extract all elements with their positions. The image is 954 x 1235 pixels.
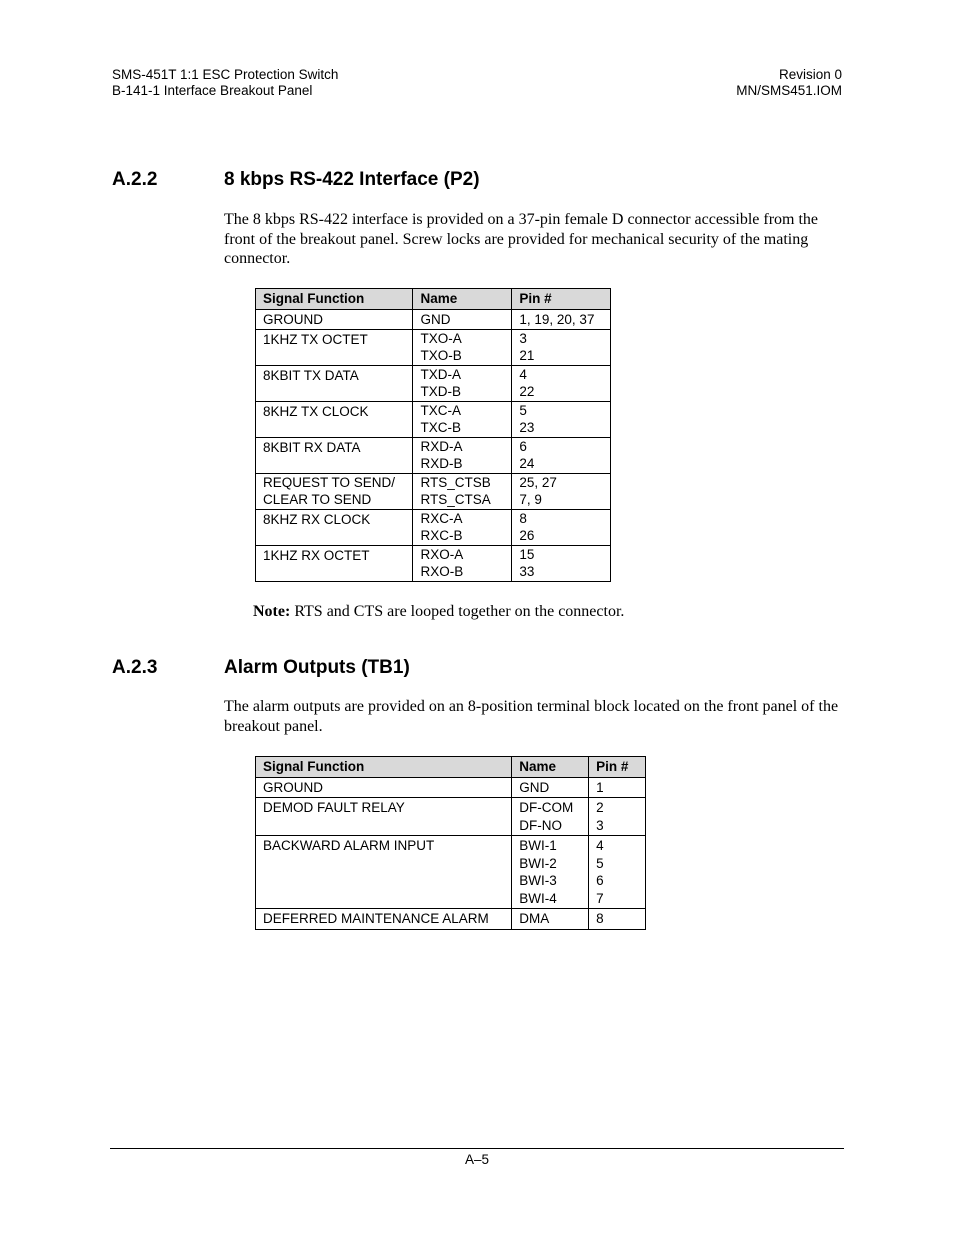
pin-number-line: 4 (519, 367, 527, 382)
column-header: Pin # (589, 757, 646, 778)
signal-name-line: GND (519, 779, 550, 795)
column-header: Name (413, 289, 512, 310)
pin-number-line: 3 (596, 817, 604, 833)
signal-function-line: 1KHZ RX OCTET (263, 548, 370, 563)
signal-name-line: RXD-A (420, 439, 463, 454)
pin-number-line: 7, 9 (519, 491, 542, 507)
header-doc-title: SMS-451T 1:1 ESC Protection Switch (112, 67, 339, 82)
signal-function-cell (256, 546, 413, 582)
signal-name-line: TXO-B (420, 347, 462, 363)
signal-name-line: RXO-B (420, 563, 464, 579)
signal-name-cell (413, 510, 512, 546)
pin-number-line: 24 (519, 455, 535, 471)
column-header: Signal Function (256, 757, 512, 778)
table-row (256, 474, 611, 510)
column-header: Signal Function (256, 289, 413, 310)
signal-function-line: 8KBIT TX DATA (263, 368, 359, 383)
header-doc-subtitle: B-141-1 Interface Breakout Panel (112, 83, 313, 98)
signal-function-cell (256, 366, 413, 402)
note (253, 603, 624, 621)
pin-number-cell (512, 438, 611, 474)
table-row (256, 510, 611, 546)
section-number: A.2.2 (112, 169, 158, 190)
signal-name-line: RXC-B (420, 527, 463, 543)
note-text: RTS and CTS are looped together on the connector. (290, 603, 625, 620)
table-row (256, 330, 611, 366)
signal-name-cell (413, 474, 512, 510)
table-row (256, 546, 611, 582)
pin-number-cell (589, 798, 646, 836)
table-row (256, 366, 611, 402)
signal-function-line: 8KHZ TX CLOCK (263, 404, 369, 419)
pin-number-line: 2 (596, 800, 604, 815)
column-header: Name (512, 757, 589, 778)
footer-rule (110, 1148, 844, 1149)
signal-name-line: BWI-1 (519, 838, 557, 853)
pin-number-line: 6 (519, 439, 527, 454)
column-header: Pin # (512, 289, 611, 310)
table-body (256, 777, 646, 929)
signal-name-cell (413, 402, 512, 438)
pin-number-line: 6 (596, 873, 604, 888)
rs422-pinout-table (255, 288, 611, 582)
pin-number-cell (589, 909, 646, 930)
signal-function-cell (256, 777, 512, 798)
signal-function-cell (256, 309, 413, 330)
signal-name-line: RXO-A (420, 547, 464, 562)
signal-name-cell (413, 309, 512, 330)
pin-number-cell (512, 474, 611, 510)
signal-function-line: DEMOD FAULT RELAY (263, 800, 405, 815)
table-body (256, 309, 611, 582)
table-row (256, 309, 611, 330)
pin-number-cell (589, 777, 646, 798)
pin-number-cell (512, 309, 611, 330)
signal-name-line: DMA (519, 911, 550, 926)
signal-name-cell (512, 798, 589, 836)
signal-name-line: BWI-4 (519, 890, 557, 906)
pin-number-cell (512, 546, 611, 582)
section-heading-a22 (112, 169, 480, 191)
signal-name-line: TXC-A (420, 403, 461, 418)
header-revision: Revision 0 (778, 67, 842, 82)
signal-function-line: GROUND (263, 779, 323, 795)
signal-name-line: RXC-A (420, 511, 463, 526)
signal-function-cell (256, 510, 413, 546)
table-header-row (256, 289, 611, 310)
section-paragraph: The 8 kbps RS-422 interface is provided on a 37-pin female D connector accessible from the front of the breakout panel. Screw locks are provided for mechanical security of the mating connector. (224, 211, 819, 267)
signal-function-line: 8KBIT RX DATA (263, 440, 361, 455)
signal-name-cell (512, 777, 589, 798)
signal-function-line: 8KHZ RX CLOCK (263, 512, 371, 527)
pin-number-line: 5 (519, 403, 527, 418)
table-row (256, 909, 646, 930)
table-row (256, 402, 611, 438)
signal-function-line: REQUEST TO SEND/ (263, 475, 396, 490)
pin-number-cell (589, 836, 646, 909)
signal-name-cell (512, 836, 589, 909)
signal-function-cell (256, 798, 512, 836)
header-left (112, 67, 338, 99)
pin-number-line: 8 (596, 911, 604, 926)
table-row (256, 836, 646, 909)
signal-name-line: BWI-2 (519, 855, 557, 871)
signal-name-line: GND (420, 311, 451, 327)
pin-number-line: 23 (519, 419, 535, 435)
signal-name-line: RTS_CTSA (420, 491, 491, 507)
section-heading-a23 (112, 657, 410, 679)
signal-name-line: TXO-A (420, 331, 462, 346)
signal-name-cell (413, 366, 512, 402)
pin-number-line: 25, 27 (519, 475, 557, 490)
signal-name-cell (413, 330, 512, 366)
signal-function-cell (256, 330, 413, 366)
header-doc-code: MN/SMS451.IOM (736, 83, 842, 98)
signal-function-cell (256, 438, 413, 474)
alarm-outputs-table (255, 756, 646, 930)
pin-number-line: 1, 19, 20, 37 (519, 311, 595, 327)
section-title: 8 kbps RS-422 Interface (P2) (224, 169, 480, 190)
signal-name-line: RXD-B (420, 455, 463, 471)
pin-number-line: 15 (519, 547, 535, 562)
pin-number-line: 33 (519, 563, 535, 579)
pin-number-cell (512, 330, 611, 366)
table-row (256, 777, 646, 798)
signal-function-line: GROUND (263, 311, 323, 327)
pin-number-line: 7 (596, 890, 604, 906)
pin-number-line: 5 (596, 855, 604, 871)
signal-function-cell (256, 402, 413, 438)
pin-number-cell (512, 366, 611, 402)
section-paragraph: The alarm outputs are provided on an 8-position terminal block located on the front panel of the breakout panel. (224, 698, 839, 735)
signal-function-line: CLEAR TO SEND (263, 491, 372, 507)
table-row (256, 438, 611, 474)
pin-number-line: 4 (596, 838, 604, 853)
signal-function-cell (256, 909, 512, 930)
pin-number-line: 26 (519, 527, 535, 543)
signal-name-line: TXD-B (420, 383, 461, 399)
signal-name-line: BWI-3 (519, 873, 557, 888)
header-right (736, 67, 842, 99)
signal-function-line: 1KHZ TX OCTET (263, 332, 368, 347)
section-title: Alarm Outputs (TB1) (224, 657, 410, 678)
note-label: Note: (253, 603, 291, 620)
signal-name-line: DF-COM (519, 800, 574, 815)
pin-number-cell (512, 402, 611, 438)
signal-name-cell (413, 546, 512, 582)
pin-number-cell (512, 510, 611, 546)
pin-number-line: 22 (519, 383, 535, 399)
page-number: A–5 (464, 1152, 490, 1167)
table-header-row (256, 757, 646, 778)
table-row (256, 798, 646, 836)
signal-function-line: DEFERRED MAINTENANCE ALARM (263, 911, 489, 926)
signal-function-line: BACKWARD ALARM INPUT (263, 838, 435, 853)
signal-name-cell (413, 438, 512, 474)
section-number: A.2.3 (112, 657, 158, 678)
pin-number-line: 21 (519, 347, 535, 363)
pin-number-line: 8 (519, 511, 527, 526)
signal-function-cell (256, 474, 413, 510)
signal-name-line: TXC-B (420, 419, 461, 435)
signal-function-cell (256, 836, 512, 909)
signal-name-line: DF-NO (519, 817, 562, 833)
signal-name-line: RTS_CTSB (420, 475, 491, 490)
pin-number-line: 3 (519, 331, 527, 346)
signal-name-line: TXD-A (420, 367, 461, 382)
signal-name-cell (512, 909, 589, 930)
pin-number-line: 1 (596, 779, 604, 795)
